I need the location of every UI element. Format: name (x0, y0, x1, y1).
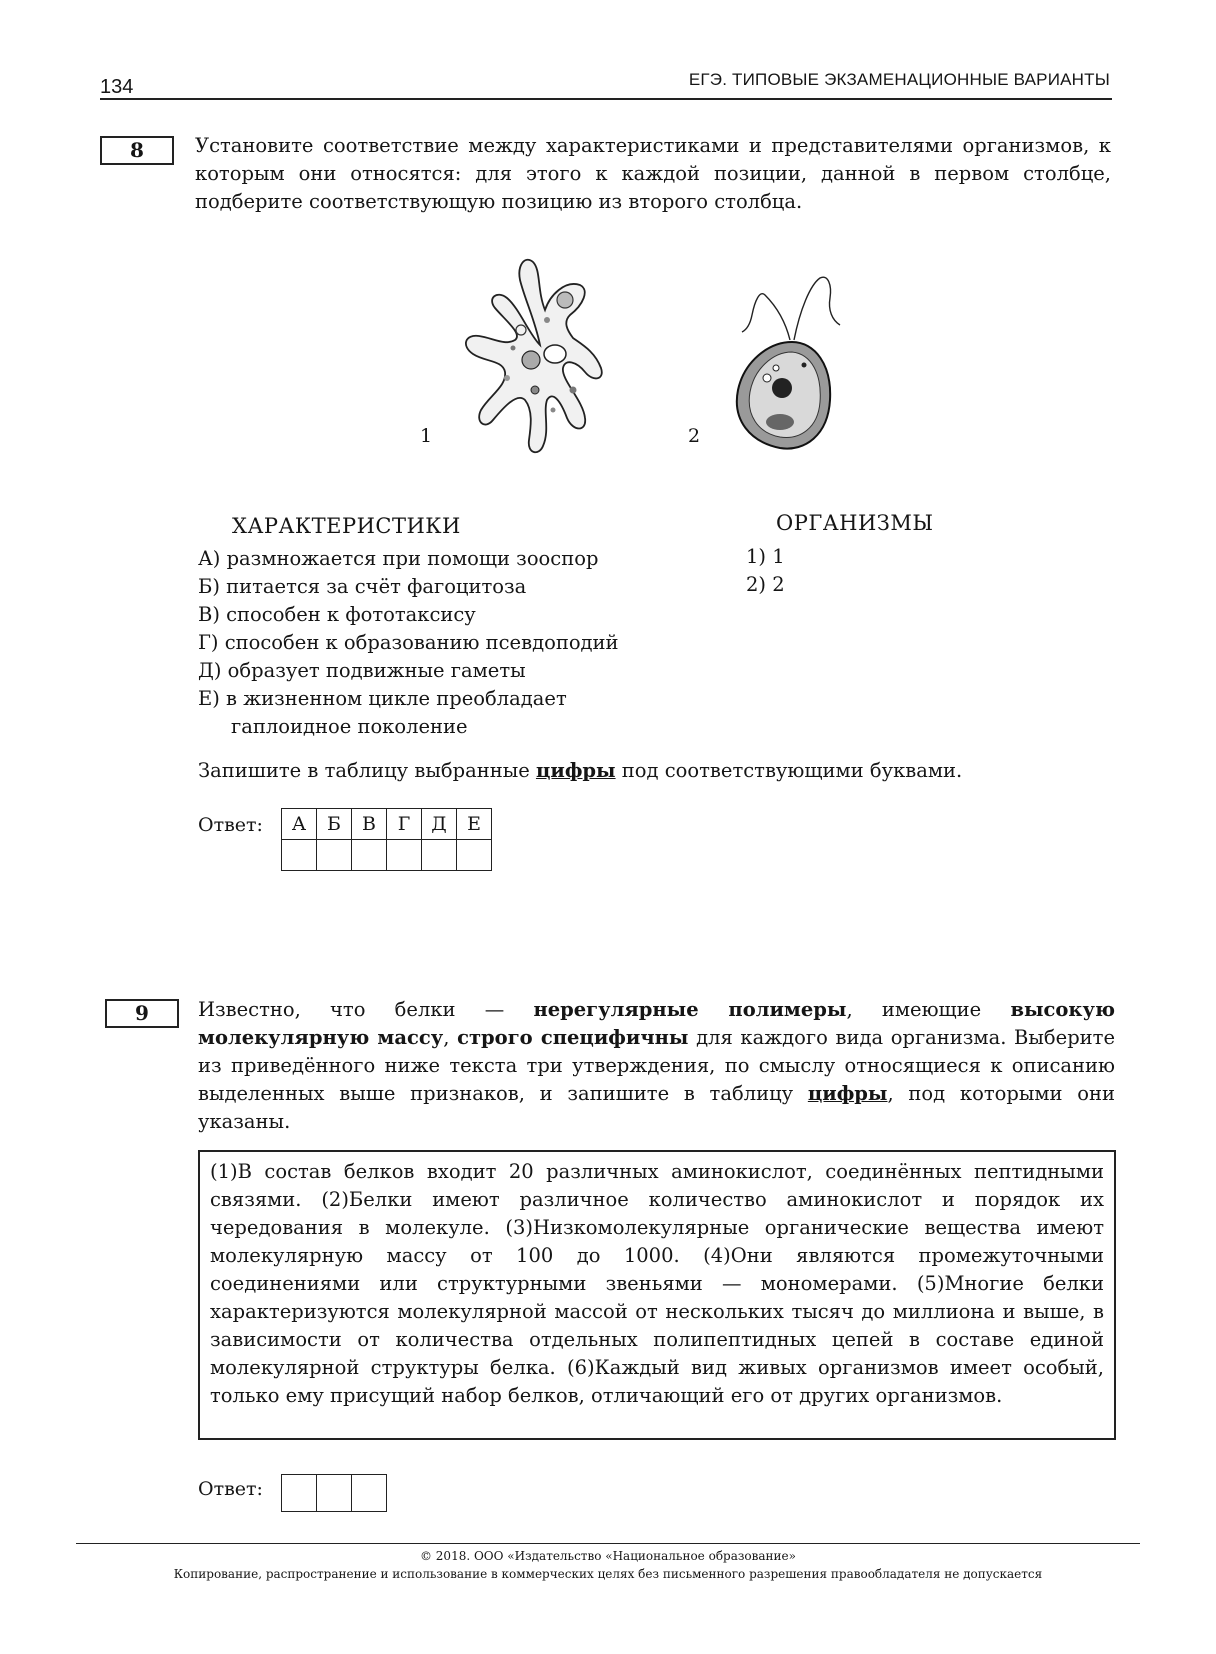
characteristic-b: Б) питается за счёт фагоцитоза (198, 575, 527, 598)
header-divider (100, 98, 1112, 100)
task-9-intro-part: для каждого вида организма. Выберите из приведённого ниже текста три утверждения, по смыслу относящиеся к описанию выделенных выше признаков, и запишите в таблицу (198, 1026, 1115, 1105)
instruction-emphasis: цифры (535, 759, 616, 782)
task-8-number-box: 8 (100, 136, 174, 165)
characteristic-g: Г) способен к образованию псевдоподий (198, 631, 619, 654)
characteristics-title: ХАРАКТЕРИСТИКИ (232, 514, 461, 538)
characteristics-list (198, 545, 619, 741)
answer-cell[interactable] (317, 840, 352, 871)
chlamydomonas-figure (720, 270, 870, 460)
task-9-intro-bold: строго специфичны (457, 1026, 689, 1049)
figure-label-2: 2 (688, 425, 701, 447)
answer-letter-b: Б (317, 809, 352, 840)
answer-letters-row (282, 809, 492, 840)
task-9-intro (198, 996, 1115, 1136)
answer-cell[interactable] (387, 840, 422, 871)
answer-letter-g: Г (387, 809, 422, 840)
answer-cell[interactable] (457, 840, 492, 871)
task-9-number-box: 9 (105, 999, 179, 1028)
task-9-text-box: (1)В состав белков входит 20 различных аминокислот, соединённых пептидными связями. (2)Белки имеют различное количество аминокислот и порядок их чередования в молекуле. (3)Низкомолекулярные органические вещества имеют молекулярную массу от 100 до 1000. (4)Они являются промежуточными соединениями или структурными звеньями — мономерами. (5)Многие белки характеризуются молекулярной массой от нескольких тысяч до миллиона и выше, в зависимости от количества отдельных полипептидных цепей в составе единой молекулярной структуры белка. (6)Каждый вид живых организмов имеет особый, только ему присущий набор белков, отличающий его от других организмов. (198, 1150, 1116, 1440)
running-title: ЕГЭ. ТИПОВЫЕ ЭКЗАМЕНАЦИОННЫЕ ВАРИАНТЫ (688, 70, 1110, 89)
organism-option-1: 1) 1 (746, 545, 785, 568)
answer-letter-a: А (282, 809, 317, 840)
answer-cell[interactable] (282, 1475, 317, 1512)
answer-cell[interactable] (317, 1475, 352, 1512)
instruction-text-start: Запишите в таблицу выбранные (198, 759, 536, 782)
answer-letter-v: В (352, 809, 387, 840)
characteristic-e-text: Е) в жизненном цикле преобладает (198, 687, 567, 710)
characteristic-d: Д) образует подвижные гаметы (198, 659, 526, 682)
footer-copyright: © 2018. ООО «Издательство «Национальное образование» (419, 1549, 796, 1563)
instruction-text-end: под соответствующими буквами. (615, 759, 963, 782)
task-9-intro-part: , под которыми они указаны. (198, 1082, 1115, 1133)
task-9-answer-label: Ответ: (198, 1478, 263, 1500)
answer-cells-row (282, 840, 492, 871)
task-9-intro-part: , (443, 1026, 458, 1049)
task-8-intro: Установите соответствие между характеристиками и представителями организмов, к которым они относятся: для этого к каждой позиции, данной в первом столбце, подберите соответствующую позицию из второго столбца. (195, 134, 1111, 213)
footer-divider (76, 1543, 1140, 1544)
task-8-instruction (198, 757, 1118, 785)
characteristic-v: В) способен к фототаксису (198, 603, 476, 626)
answer-letter-d: Д (422, 809, 457, 840)
footer-notice: Копирование, распространение и использование в коммерческих целях без письменного разрешения правообладателя не допускается (173, 1567, 1043, 1581)
task-8-answer-table (281, 808, 492, 871)
characteristic-a: А) размножается при помощи зооспор (198, 547, 599, 570)
answer-cell[interactable] (352, 840, 387, 871)
task-9-intro-emphasis: цифры (807, 1082, 888, 1105)
organisms-list (746, 543, 785, 599)
task-9-intro-part: Известно, что белки — (198, 998, 534, 1021)
page-number: 134 (100, 76, 134, 98)
task-9-intro-part: , имеющие (846, 998, 1011, 1021)
answer-letter-e: Е (457, 809, 492, 840)
characteristic-e-continuation: гаплоидное поколение (231, 715, 468, 738)
answer-cell[interactable] (282, 840, 317, 871)
task-9-intro-bold: высокую молекулярную массу (198, 998, 1115, 1049)
task-8-answer-label: Ответ: (198, 814, 263, 836)
answer-cell[interactable] (422, 840, 457, 871)
task-9-intro-bold: нерегулярные полимеры (533, 998, 847, 1021)
figure-label-1: 1 (420, 425, 433, 447)
organisms-title: ОРГАНИЗМЫ (776, 511, 934, 535)
organism-option-2: 2) 2 (746, 573, 785, 596)
answer-cell[interactable] (352, 1475, 387, 1512)
characteristic-e (198, 685, 619, 741)
amoeba-figure (455, 250, 625, 460)
task-9-answer-table (281, 1474, 387, 1512)
